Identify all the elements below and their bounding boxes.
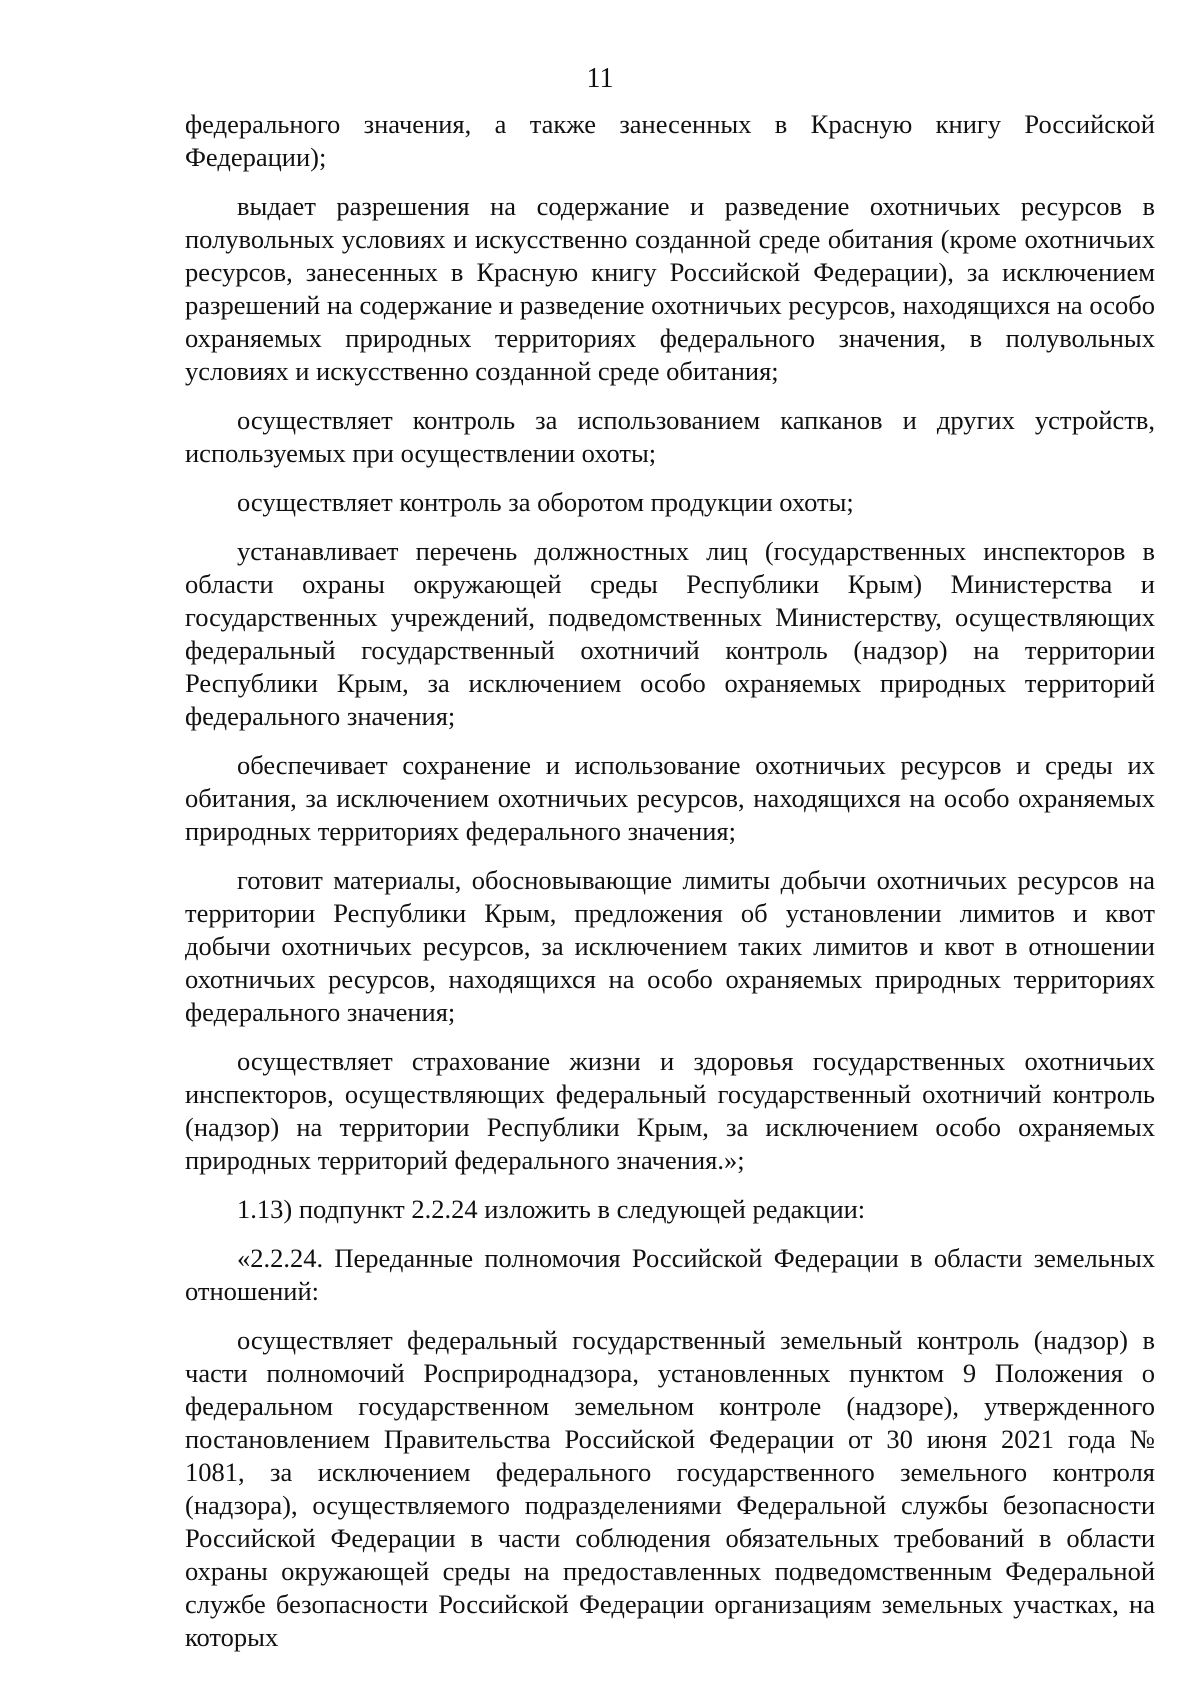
paragraph-hunting-permits: выдает разрешения на содержание и разведение охотничьих ресурсов в полувольных условиях и искусственно созданной среде обитания (кроме охотничьих ресурсов, занесенных в Красную книгу Российской Федерации), за исключением разрешений на содержание и разведение охотничьих ресурсов, находящихся на особо охраняемых природных территориях федерального значения, в полувольных условиях и искусственно созданной среде обитания; bbox=[185, 191, 1155, 386]
paragraph-limits-materials: готовит материалы, обосновывающие лимиты добычи охотничьих ресурсов на территории Республики Крым, предложения об установлении лимитов и квот добычи охотничьих ресурсов, за исключением таких лимитов и квот в отношении охотничьих ресурсов, находящихся на особо охраняемых природных территориях федерального значения; bbox=[185, 865, 1155, 1027]
document-body bbox=[185, 108, 1155, 1654]
paragraph-product-control: осуществляет контроль за оборотом продукции охоты; bbox=[237, 487, 854, 517]
paragraph-continuation: федерального значения, а также занесенных в Красную книгу Российской Федерации); bbox=[185, 109, 1155, 172]
paragraph-section-2-2-24: «2.2.24. Переданные полномочия Российской Федерации в области земельных отношений: bbox=[185, 1243, 1155, 1306]
paragraph-inspectors-list: устанавливает перечень должностных лиц (государственных инспекторов в области охраны окружающей среды Республики Крым) Министерства и государственных учреждений, подведомственных Министерству, осуществляющих федеральный государственный охотничий контроль (надзор) на территории Республики Крым, за исключением особо охраняемых природных территорий федерального значения; bbox=[185, 536, 1155, 731]
paragraph-amendment-1-13: 1.13) подпункт 2.2.24 изложить в следующей редакции: bbox=[237, 1194, 866, 1224]
paragraph-resource-preservation: обеспечивает сохранение и использование охотничьих ресурсов и среды их обитания, за исключением охотничьих ресурсов, находящихся на особо охраняемых природных территориях федерального значения; bbox=[185, 750, 1155, 846]
paragraph-land-control: осуществляет федеральный государственный земельный контроль (надзор) в части полномочий Росприроднадзора, установленных пунктом 9 Положения о федеральном государственном земельном контроле (надзоре), утвержденного постановлением Правительства Российской Федерации от 30 июня 2021 года № 1081, за исключением федерального государственного земельного контроля (надзора), осуществляемого подразделениями Федеральной службы безопасности Российской Федерации в части соблюдения обязательных требований в области охраны окружающей среды на предоставленных подведомственным Федеральной службе безопасности Российской Федерации организациям земельных участках, на которых bbox=[185, 1325, 1155, 1652]
paragraph-inspector-insurance: осуществляет страхование жизни и здоровья государственных охотничьих инспекторов, осуществляющих федеральный государственный охотничий контроль (надзор) на территории Республики Крым, за исключением особо охраняемых природных территорий федерального значения.»; bbox=[185, 1046, 1155, 1175]
page-number: 11 bbox=[586, 63, 614, 94]
paragraph-trap-control: осуществляет контроль за использованием капканов и других устройств, используемых при осуществлении охоты; bbox=[185, 405, 1155, 468]
